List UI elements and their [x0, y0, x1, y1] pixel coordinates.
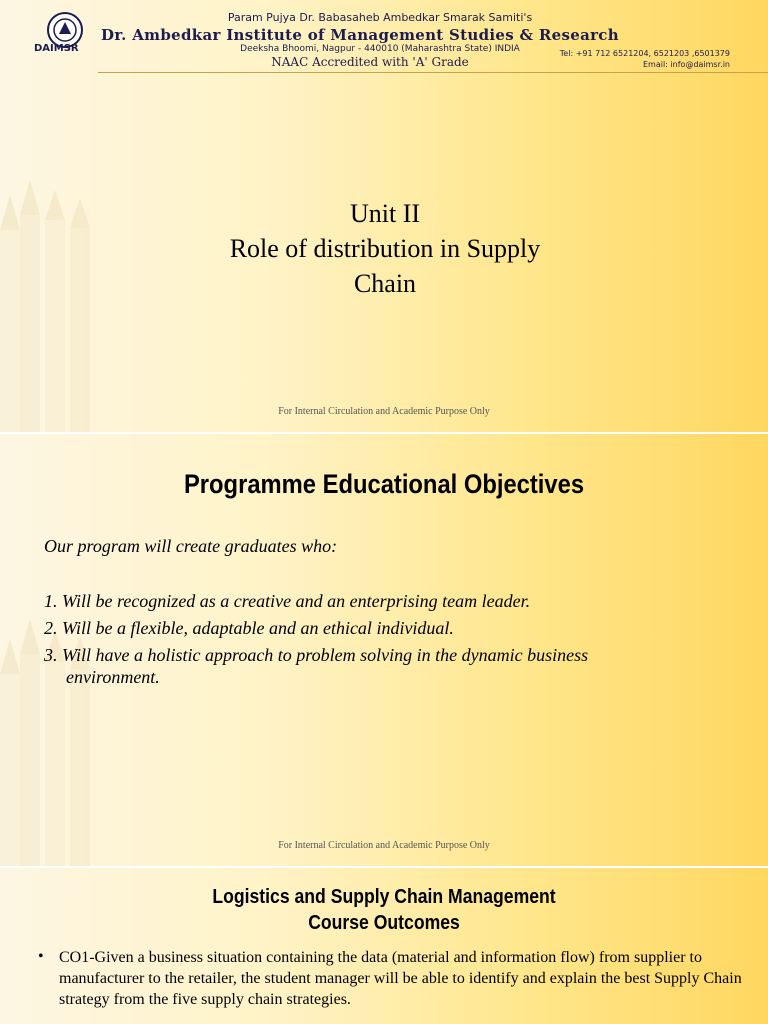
course-outcome-1: CO1-Given a business situation containing the data (material and information flow) from supplier to manufacturer to the retailer, the student manager will be able to identify and explain the best Supply Chain strategy from the five supply chain strategies.	[59, 949, 742, 1008]
objective-item: 1. Will be recognized as a creative and an enterprising team leader.	[44, 591, 531, 611]
heading-line-1: Logistics and Supply Chain Management	[212, 886, 556, 908]
objective-text: 3. Will have a holistic approach to problem solving in the dynamic business	[44, 645, 589, 665]
institute-address: Deeksha Bhoomi, Nagpur - 440010 (Maharashtra State) INDIA	[240, 44, 520, 54]
institute-header	[0, 0, 768, 76]
slide-2	[0, 434, 768, 866]
objectives-heading: Programme Educational Objectives	[183, 469, 585, 499]
objective-item: 2. Will be a flexible, adaptable and an ethical individual.	[44, 618, 454, 638]
slide-footer: For Internal Circulation and Academic Purpose Only	[278, 840, 490, 851]
email-address: Email: info@daimsr.in	[643, 60, 730, 69]
naac-accreditation: NAAC Accredited with 'A' Grade	[271, 55, 469, 69]
institute-logo-icon	[35, 6, 95, 66]
society-name: Param Pujya Dr. Babasaheb Ambedkar Smarak Samiti's	[227, 11, 533, 24]
objectives-intro: Our program will create graduates who:	[44, 536, 338, 556]
objective-item	[44, 644, 588, 688]
phone-number: Tel: +91 712 6521204, 6521203 ,6501379	[559, 49, 730, 58]
heading-line-2: Course Outcomes	[308, 912, 460, 934]
title-line-2: Role of distribution in Supply	[229, 234, 541, 263]
slide-title	[120, 196, 650, 301]
header-divider	[98, 72, 768, 73]
bullet-marker: •	[38, 948, 44, 965]
slide-footer: For Internal Circulation and Academic Purpose Only	[278, 406, 490, 417]
institute-name: Dr. Ambedkar Institute of Management Studies & Research	[101, 26, 619, 44]
logo-text: DAIMSR	[34, 43, 79, 54]
course-outcomes-heading	[134, 884, 634, 936]
objective-continuation: environment.	[66, 667, 160, 687]
slide-3	[0, 868, 768, 1024]
title-line-3: Chain	[353, 269, 417, 298]
title-line-1: Unit II	[349, 199, 421, 228]
slide-1	[0, 0, 768, 432]
